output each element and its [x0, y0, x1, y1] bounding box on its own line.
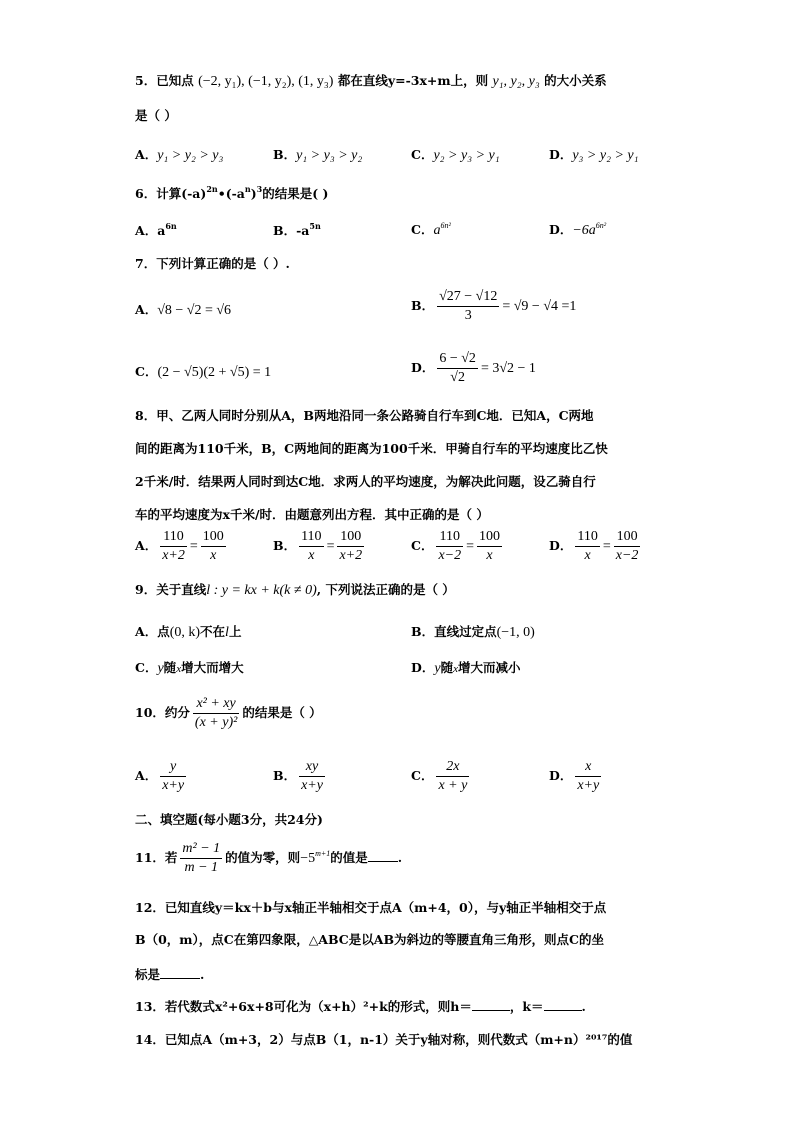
q5-line1: [135, 75, 607, 89]
option-expr: = √9 − √4 =1: [502, 299, 577, 314]
q5-points: (−2, y₁), (−1, y₂), (1, y₃): [198, 74, 334, 89]
fraction-numerator: 2x: [436, 760, 469, 777]
option-expr: y₁ > y₃ > y₂: [296, 148, 363, 163]
fraction-denominator: x+y: [301, 778, 323, 793]
fraction-numerator: 100: [201, 530, 226, 547]
q13: [135, 998, 586, 1014]
fraction: [477, 530, 502, 563]
q8-line: 2千米/时．结果两人同时到达C地．求两人的平均速度，为解决此问题，设乙骑自行: [135, 474, 596, 489]
q5-stem-start: 5．已知点: [135, 73, 194, 88]
fraction-numerator: x: [575, 760, 601, 777]
q11: [135, 842, 402, 875]
fraction-numerator: 110: [436, 530, 463, 547]
q10-option-c: [411, 760, 472, 793]
option-label: D．: [549, 538, 573, 553]
option-text: 增大而减小: [457, 660, 521, 675]
q6-option-a: [135, 222, 177, 238]
option-label: B．: [273, 147, 297, 162]
option-label: D．: [411, 360, 435, 375]
option-label: D．: [549, 222, 573, 237]
fraction-numerator: 100: [477, 530, 502, 547]
option-exp: 6n: [165, 221, 177, 231]
q5-stem-end: 的大小关系: [544, 73, 607, 88]
option-label: D．: [549, 147, 573, 162]
option-label: B．: [411, 298, 435, 313]
fraction-denominator: x−2: [615, 548, 639, 563]
q9-option-d: [411, 662, 520, 676]
option-label: A．: [135, 538, 158, 553]
fraction: [575, 530, 599, 563]
fraction-numerator: √27 − √12: [437, 290, 499, 307]
option-label: D．: [549, 768, 573, 783]
option-label: C．: [411, 538, 434, 553]
option-var: y: [157, 661, 164, 676]
option-label: C．: [411, 147, 434, 162]
q7-option-a: [135, 304, 231, 318]
option-label: A．: [135, 147, 158, 162]
q10-option-d: [549, 760, 604, 793]
option-var: x: [453, 663, 458, 675]
q6-option-c: [411, 222, 451, 238]
q6-option-b: [273, 222, 321, 238]
q14: 14．已知点A（m+3，2）与点B（1，n-1）关于y轴对称，则代数式（m+n）²⁰¹⁷的值: [135, 1032, 633, 1047]
fraction-denominator: √2: [450, 370, 465, 385]
q11-expr: −5: [300, 851, 316, 866]
fraction-denominator: x+2: [339, 548, 363, 563]
fraction: [201, 530, 226, 563]
fraction-denominator: x+y: [162, 778, 185, 793]
q13-stem-start: 13．若代数式x²+6x+8可化为（x+h）²+k的形式，则h＝: [135, 999, 472, 1014]
q11-stem-start: 11．若: [135, 850, 178, 865]
q8-line: 间的距离为110千米，B，C两地间的距离为100千米．甲骑自行车的平均速度比乙快: [135, 441, 608, 456]
q12-line: B（0，m），点C在第四象限，△ABC是以AB为斜边的等腰直角三角形，则点C的坐: [135, 932, 604, 947]
option-point: (0, k): [169, 625, 201, 640]
q11-exp: m+1: [315, 849, 331, 858]
option-label: A．: [135, 223, 158, 238]
option-exp: 6n²: [595, 221, 607, 230]
fraction: [436, 530, 463, 563]
q8-option-a: A． $\frac{110}{x+2}$ = $\frac{100}{x}$: [135, 529, 224, 563]
fraction: [160, 530, 187, 563]
q6-stem: [135, 185, 328, 201]
q6-exp: 3: [256, 184, 263, 194]
fraction: [160, 760, 186, 793]
fraction-numerator: m² − 1: [180, 842, 222, 859]
fraction: [575, 760, 601, 793]
fraction-denominator: x+2: [162, 548, 185, 563]
fraction-denominator: (x + y)²: [194, 715, 238, 730]
q11-end: .: [397, 850, 403, 865]
option-text: 不在: [200, 624, 226, 639]
fraction-denominator: m − 1: [184, 860, 219, 875]
option-base: a: [433, 223, 441, 238]
option-label: C．: [135, 660, 158, 675]
fraction-denominator: x: [210, 548, 217, 563]
option-label: C．: [411, 768, 434, 783]
option-text: 随: [440, 660, 454, 675]
answer-blank-h[interactable]: [472, 998, 510, 1011]
fraction-numerator: x² + xy: [193, 697, 239, 714]
option-expr: √8 − √2 = √6: [157, 303, 232, 318]
fraction-numerator: y: [160, 760, 186, 777]
option-text: 随: [163, 660, 177, 675]
q8-option-b: B． $\frac{110}{x}$ = $\frac{100}{x+2}$: [273, 529, 363, 563]
q10-option-a: [135, 760, 189, 793]
q5-option-b: [273, 149, 362, 163]
q7-stem: 7．下列计算正确的是（ ）.: [135, 256, 290, 271]
fraction: [299, 760, 325, 793]
q12-end: .: [200, 967, 205, 982]
option-label: B．: [273, 223, 297, 238]
q11-fraction: [180, 842, 222, 875]
answer-blank[interactable]: [160, 966, 200, 979]
fraction-denominator: x−2: [438, 548, 462, 563]
fraction-denominator: x: [308, 548, 315, 563]
section-title: 二、填空题(每小题3分，共24分): [135, 812, 323, 827]
fraction-numerator: 110: [299, 530, 323, 547]
option-expr: y₂ > y₃ > y₁: [433, 148, 500, 163]
q12-line: 12．已知直线y＝kx＋b与x轴正半轴相交于点A（m+4，0），与y轴正半轴相交于点: [135, 900, 607, 915]
q9-line-expr: l : y = kx + k(k ≠ 0): [206, 583, 317, 598]
q9-option-c: [135, 662, 244, 676]
q12-line3: [135, 966, 204, 982]
q5-stem-mid: 都在直线y=-3x+m上，则: [337, 73, 489, 88]
option-label: C．: [411, 222, 434, 237]
q11-stem-end: 的值是: [330, 850, 368, 865]
option-expr: y₁ > y₂ > y₃: [157, 148, 224, 163]
option-expr: y₃ > y₂ > y₁: [572, 148, 639, 163]
q7-b-fraction: [437, 290, 499, 323]
fraction-numerator: 110: [160, 530, 187, 547]
q10-stem-end: 的结果是（ ）: [242, 705, 322, 720]
option-var: l: [225, 625, 229, 640]
fraction-denominator: x: [584, 548, 591, 563]
q6-exp: 2n: [206, 184, 218, 194]
fraction-numerator: xy: [299, 760, 325, 777]
option-base: −6a: [572, 223, 596, 238]
q7-option-d: [411, 352, 536, 385]
q5-option-a: [135, 149, 223, 163]
fraction-numerator: 6 − √2: [437, 352, 478, 369]
option-label: A．点: [135, 624, 170, 639]
option-label: B．: [273, 538, 297, 553]
option-label: B．直线过定点: [411, 624, 497, 639]
q10-fraction: [193, 697, 239, 730]
q5-option-d: [549, 149, 638, 163]
option-label: D．: [411, 660, 435, 675]
fraction-numerator: 100: [337, 530, 364, 547]
q9-stem: [135, 584, 455, 598]
fraction-denominator: x: [486, 548, 493, 563]
option-label: A．: [135, 768, 158, 783]
option-base: -a: [296, 223, 310, 238]
fraction: [337, 530, 364, 563]
q5-line2: 是（ ）: [135, 108, 177, 123]
q13-stem-mid: ，k＝: [509, 999, 544, 1014]
q7-option-b: [411, 290, 576, 323]
q9-stem-end: , 下列说法正确的是（ ）: [316, 582, 455, 597]
fraction-numerator: 110: [575, 530, 599, 547]
option-exp: 6n²: [440, 221, 451, 230]
q9-option-a: [135, 626, 241, 640]
q10-option-b: [273, 760, 328, 793]
q5-option-c: [411, 149, 500, 163]
fraction-numerator: 100: [614, 530, 641, 547]
q11-stem-mid: 的值为零，则: [225, 850, 301, 865]
option-exp: 5n: [309, 221, 321, 231]
q8-line: 车的平均速度为x千米/时．由题意列出方程．其中正确的是（ ）: [135, 507, 489, 522]
fraction: [436, 760, 469, 793]
fraction: [299, 530, 323, 563]
q7-d-fraction: [437, 352, 478, 385]
q6-stem-part: •(-a: [217, 186, 245, 201]
option-var: y: [434, 661, 441, 676]
option-text: 上: [228, 624, 242, 639]
q6-stem-part: ): [250, 186, 257, 201]
option-label: C．: [135, 364, 158, 379]
option-var: x: [176, 663, 182, 675]
answer-blank[interactable]: [368, 849, 398, 862]
q8-option-c: C． $\frac{110}{x-2}$ = $\frac{100}{x}$: [411, 529, 501, 563]
q12-text: 标是: [135, 967, 161, 982]
fraction: [614, 530, 641, 563]
q6-option-d: [549, 222, 606, 238]
option-expr: = 3√2 − 1: [480, 361, 536, 376]
q10-stem-start: 10．约分: [135, 705, 190, 720]
option-expr: (2 − √5)(2 + √5) = 1: [157, 365, 272, 380]
q10-stem: [135, 697, 322, 730]
q6-exp: n: [244, 184, 251, 194]
q6-stem-part: 6．计算(-a): [135, 186, 207, 201]
fraction-denominator: x+y: [577, 778, 600, 793]
q9-stem-start: 9．关于直线: [135, 582, 207, 597]
option-label: A．: [135, 302, 158, 317]
q6-stem-part: 的结果是( ): [262, 186, 329, 201]
option-text: 增大而增大: [181, 660, 244, 675]
option-base: a: [157, 223, 166, 238]
q5-vars: y₁, y₂, y₃: [492, 74, 540, 89]
q13-end: .: [581, 999, 586, 1014]
option-point: (−1, 0): [496, 625, 535, 640]
q9-option-b: [411, 626, 535, 640]
option-label: B．: [273, 768, 297, 783]
fraction-denominator: x + y: [438, 778, 468, 793]
q7-option-c: [135, 366, 271, 380]
fraction-denominator: 3: [464, 308, 472, 323]
q8-line: 8．甲、乙两人同时分别从A，B两地沿同一条公路骑自行车到C地．已知A，C两地: [135, 408, 594, 423]
answer-blank-k[interactable]: [544, 998, 582, 1011]
q8-option-d: D． $\frac{110}{x}$ = $\frac{100}{x-2}$: [549, 529, 639, 563]
